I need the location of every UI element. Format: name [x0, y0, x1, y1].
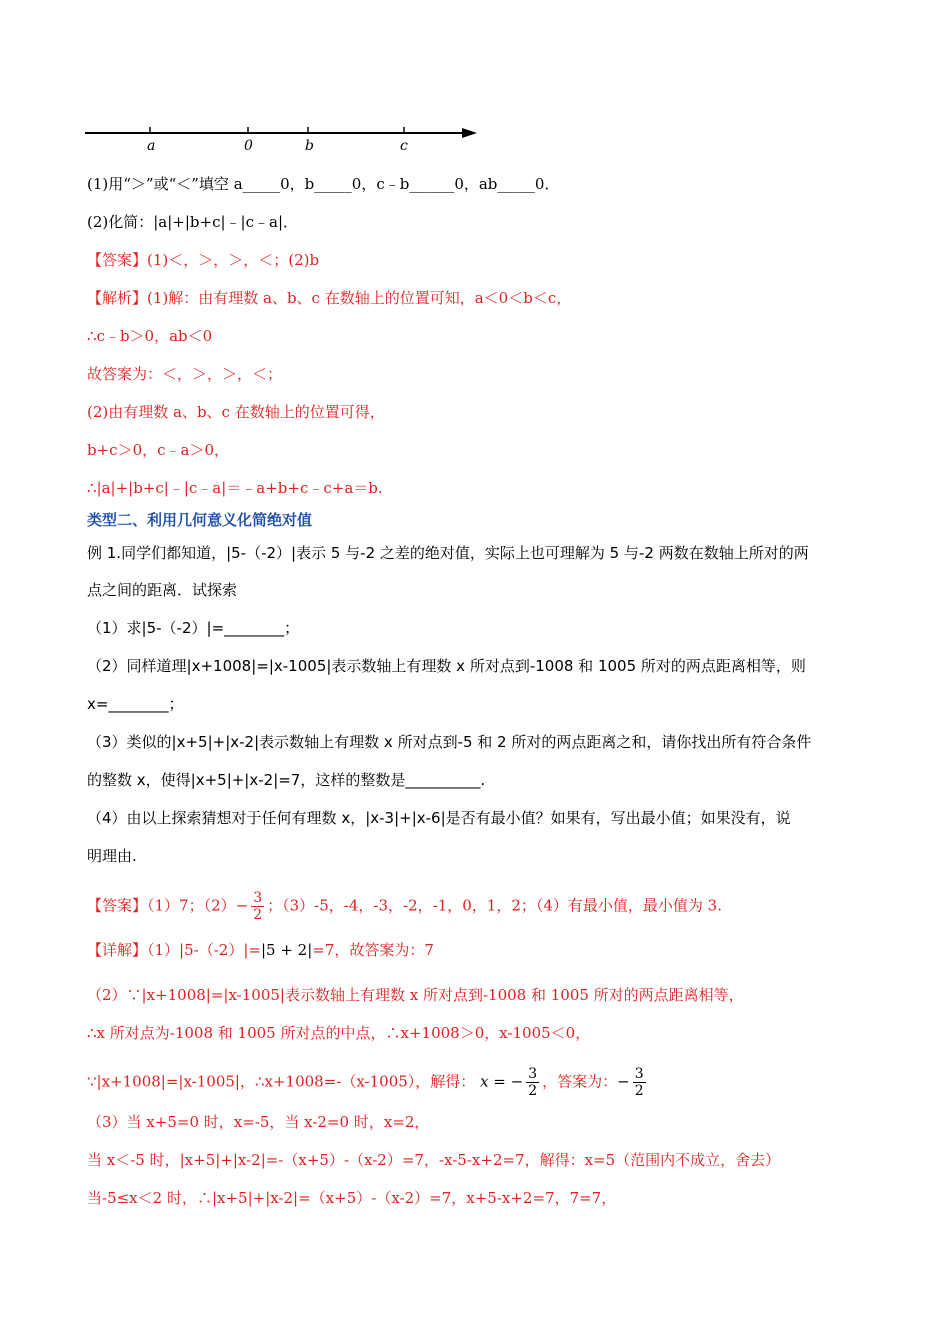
abs-expression: |5 + 2|: [260, 941, 313, 959]
text-line-ex1f: （3）类似的|x+5|+|x-2|表示数轴上有理数 x 所对点到-5 和 2 所对的两点距离之和，请你找出所有符合条件: [87, 733, 812, 751]
detail-suffix: =7，故答案为：7: [312, 941, 434, 959]
fraction: [251, 890, 264, 923]
text-line-exp6: ∴|a|+|b+c|﹣|c﹣a|＝﹣a+b+c﹣c+a＝b.: [87, 479, 383, 497]
text-line-exp3: 故答案为：＜，＞，＞，＜；: [87, 365, 283, 383]
answer-example-1: [87, 890, 722, 923]
text-line-ans1: 【答案】(1)＜，＞，＞，＜；(2)b: [87, 251, 320, 269]
answer-prefix: 【答案】（1）7；（2）: [87, 896, 236, 915]
text-line-exp2: ∴c﹣b＞0，ab＜0: [87, 327, 213, 345]
fraction-numerator: 3: [253, 890, 263, 906]
fraction-numerator: 3: [528, 1066, 538, 1082]
detail-4: [87, 1066, 649, 1099]
detail4-mid: ，答案为：: [542, 1072, 618, 1091]
fraction-denominator: 2: [528, 1083, 538, 1099]
text-line-ex1a: 例 1.同学们都知道，|5-（-2）|表示 5 与-2 之差的绝对值，实际上也可理解为 5 与-2 两数在数轴上所对的两: [87, 544, 809, 562]
fraction-numerator: 3: [634, 1066, 644, 1082]
detail4-prefix: ∵|x+1008|=|x-1005|，∴x+1008=-（x-1005），解得：: [87, 1072, 476, 1091]
text-line-d2: （2）∵|x+1008|=|x-1005|表示数轴上有理数 x 所对点到-1008 和 1005 所对的两点距离相等，: [87, 986, 744, 1004]
text-line-ex1g: 的整数 x，使得|x+5|+|x-2|=7，这样的整数是__________.: [87, 771, 486, 789]
text-line-d6: 当 x＜-5 时，|x+5|+|x-2|=-（x+5）-（x-2）=7，-x-5-x+2=7，解得：x=5（范围内不成立，舍去）: [87, 1151, 781, 1169]
text-line-exp4: (2)由有理数 a、b、c 在数轴上的位置可得，: [87, 403, 385, 421]
text-line-ex1d: （2）同样道理|x+1008|=|x-1005|表示数轴上有理数 x 所对点到-1008 和 1005 所对的两点距离相等，则: [87, 657, 806, 675]
label-0: 0: [244, 138, 253, 154]
text-line-ex1i: 明理由.: [87, 847, 137, 865]
text-line-d7: 当-5≤x＜2 时，∴|x+5|+|x-2|=（x+5）-（x-2）=7，x+5-x+2=7，7=7，: [87, 1189, 617, 1207]
fraction: [633, 1066, 646, 1099]
text-line-exp5: b+c＞0，c﹣a＞0，: [87, 441, 230, 459]
label-b: b: [305, 138, 314, 154]
answer-suffix: ；（3）-5，-4，-3，-2，-1，0，1，2；（4）有最小值，最小值为 3.: [267, 896, 722, 915]
fraction-denominator: 2: [634, 1083, 644, 1099]
text-line-q1: (1)用“＞”或“＜”填空 a_____0，b_____0，c﹣b______0，ab_____0．: [87, 175, 560, 193]
minus-sign: −: [235, 896, 249, 915]
fraction-denominator: 2: [253, 907, 263, 923]
equation: x = −: [480, 1072, 524, 1091]
detail-prefix: 【详解】（1）|5-（-2）|=: [87, 941, 261, 959]
text-line-ex1h: （4）由以上探索猜想对于任何有理数 x，|x-3|+|x-6|是否有最小值？如果有，写出最小值；如果没有，说: [87, 809, 791, 827]
text-line-ex1c: （1）求|5-（-2）|=________；: [87, 619, 300, 637]
label-a: a: [147, 138, 156, 154]
text-line-ex1e: x=________；: [87, 695, 184, 713]
label-c: c: [400, 138, 408, 154]
text-line-ex1b: 点之间的距离．试探索: [87, 581, 238, 599]
text-line-d5: （3）当 x+5=0 时，x=-5，当 x-2=0 时，x=2，: [87, 1113, 430, 1131]
minus-sign: −: [617, 1072, 630, 1091]
text-line-type2: 类型二、利用几何意义化简绝对值: [87, 511, 313, 529]
number-line: [80, 118, 490, 158]
detail-1: [87, 940, 434, 960]
fraction: [526, 1066, 539, 1099]
text-line-q2: (2)化简：|a|+|b+c|﹣|c﹣a|．: [87, 213, 298, 231]
text-line-exp1: 【解析】(1)解：由有理数 a、b、c 在数轴上的位置可知，a＜0＜b＜c，: [87, 289, 572, 307]
text-line-d3: ∴x 所对点为-1008 和 1005 所对点的中点，∴x+1008＞0，x-1005＜0，: [87, 1024, 591, 1042]
arrow-right-icon: [462, 128, 477, 138]
